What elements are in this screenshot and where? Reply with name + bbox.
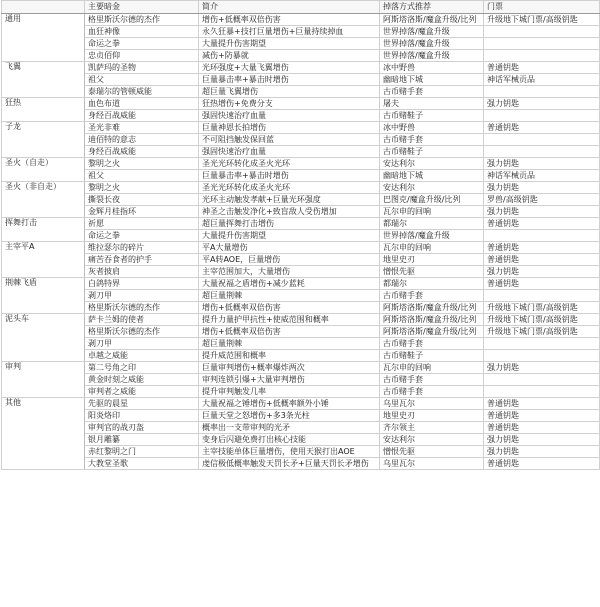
ticket-cell: 神话军械贡品 xyxy=(484,170,600,182)
ticket-cell: 普通钥匙 xyxy=(484,218,600,230)
drop-source-cell: 阿斯塔洛斯/魔盒升级/比列 xyxy=(380,302,484,314)
description-cell: 强固快速治疗血量 xyxy=(199,110,380,122)
drop-source-cell: 古币赌手套 xyxy=(380,86,484,98)
table-row xyxy=(2,158,600,170)
table-row xyxy=(2,134,600,146)
description-cell: 大量提升伤害期望 xyxy=(199,230,380,242)
ticket-cell xyxy=(484,86,600,98)
table-row xyxy=(2,458,600,470)
table-row xyxy=(2,446,600,458)
ticket-cell: 强力钥匙 xyxy=(484,446,600,458)
ticket-cell: 罗兽/高级钥匙 xyxy=(484,194,600,206)
unique-item-cell: 祖父 xyxy=(85,170,199,182)
unique-item-cell: 撕裂长夜 xyxy=(85,194,199,206)
ticket-cell: 神话军械贡品 xyxy=(484,74,600,86)
table-row xyxy=(2,26,600,38)
drop-source-cell: 齐尔领主 xyxy=(380,422,484,434)
table-row xyxy=(2,314,600,326)
equipment-table xyxy=(1,0,600,470)
description-cell: 强固快速治疗血量 xyxy=(199,146,380,158)
build-name-cell: 荆棘飞盾 xyxy=(2,278,85,314)
drop-source-cell: 安达利尔 xyxy=(380,158,484,170)
ticket-cell xyxy=(484,290,600,302)
table-row xyxy=(2,422,600,434)
table-row xyxy=(2,326,600,338)
build-name-cell: 飞翼 xyxy=(2,62,85,98)
drop-source-cell: 瓦尔申的回响 xyxy=(380,362,484,374)
ticket-cell: 强力钥匙 xyxy=(484,98,600,110)
drop-source-cell: 巴图克/魔盒升级/比列 xyxy=(380,194,484,206)
description-cell: 超巨量荆棘 xyxy=(199,290,380,302)
ticket-cell: 强力钥匙 xyxy=(484,158,600,170)
unique-item-cell: 审判官的战刃盔 xyxy=(85,422,199,434)
description-cell: 巨量暴击率+暴击时增伤 xyxy=(199,170,380,182)
drop-source-cell: 瓦尔申的回响 xyxy=(380,206,484,218)
unique-item-cell: 金辉月桂指环 xyxy=(85,206,199,218)
ticket-cell xyxy=(484,338,600,350)
unique-item-cell: 迪佰特的意志 xyxy=(85,134,199,146)
description-cell: 大量祝福之锤增伤+低概率额外小锤 xyxy=(199,398,380,410)
drop-source-cell: 安达利尔 xyxy=(380,182,484,194)
header-cell-build xyxy=(2,1,85,14)
description-cell: 提升审判触发几率 xyxy=(199,386,380,398)
table-row xyxy=(2,50,600,62)
unique-item-cell: 卓越之威能 xyxy=(85,350,199,362)
ticket-cell: 强力钥匙 xyxy=(484,182,600,194)
table-row xyxy=(2,206,600,218)
description-cell: 概率出一支带审判的光矛 xyxy=(199,422,380,434)
ticket-cell xyxy=(484,38,600,50)
drop-source-cell: 乌里瓦尔 xyxy=(380,398,484,410)
build-name-cell: 狂热 xyxy=(2,98,85,122)
unique-item-cell: 黎明之火 xyxy=(85,158,199,170)
unique-item-cell: 维拉瑟尔的碎片 xyxy=(85,242,199,254)
table-row xyxy=(2,338,600,350)
ticket-cell: 升级地下城门票/高级钥匙 xyxy=(484,314,600,326)
unique-item-cell: 血狂神像 xyxy=(85,26,199,38)
description-cell: 巨量天堂之怒增伤+多3条光柱 xyxy=(199,410,380,422)
table-row xyxy=(2,110,600,122)
drop-source-cell: 幽暗地下城 xyxy=(380,170,484,182)
unique-item-cell: 格里斯沃尔德的杰作 xyxy=(85,302,199,314)
ticket-cell xyxy=(484,386,600,398)
drop-source-cell: 都瑞尔 xyxy=(380,218,484,230)
table-row xyxy=(2,374,600,386)
unique-item-cell: 剥刀甲 xyxy=(85,338,199,350)
unique-item-cell: 祖父 xyxy=(85,74,199,86)
unique-item-cell: 阳炎烙印 xyxy=(85,410,199,422)
build-name-cell: 其他 xyxy=(2,398,85,470)
unique-item-cell: 白鸽特界 xyxy=(85,278,199,290)
table-row xyxy=(2,278,600,290)
table-row xyxy=(2,362,600,374)
table-row xyxy=(2,98,600,110)
table-row xyxy=(2,14,600,26)
description-cell: 超巨量挥舞打击增伤 xyxy=(199,218,380,230)
ticket-cell: 普通钥匙 xyxy=(484,422,600,434)
description-cell: 提升力量护甲抗性+使威范围和概率 xyxy=(199,314,380,326)
description-cell: 大量祝福之盾增伤+减少蓝耗 xyxy=(199,278,380,290)
unique-item-cell: 身经百战威能 xyxy=(85,146,199,158)
description-cell: 提升威范围和概率 xyxy=(199,350,380,362)
ticket-cell: 普通钥匙 xyxy=(484,458,600,470)
ticket-cell: 普通钥匙 xyxy=(484,410,600,422)
unique-item-cell: 审判者之威能 xyxy=(85,386,199,398)
table-row xyxy=(2,242,600,254)
table-row xyxy=(2,122,600,134)
build-name-cell: 圣火（自走） xyxy=(2,158,85,182)
ticket-cell xyxy=(484,230,600,242)
drop-source-cell: 古币赌鞋子 xyxy=(380,146,484,158)
drop-source-cell: 世界掉落/魔盒升级 xyxy=(380,38,484,50)
unique-item-cell: 大教堂圣歌 xyxy=(85,458,199,470)
table-row xyxy=(2,38,600,50)
description-cell: 增伤+低概率双倍伤害 xyxy=(199,14,380,26)
drop-source-cell: 世界掉落/魔盒升级 xyxy=(380,230,484,242)
description-cell: 超巨量飞翼增伤 xyxy=(199,86,380,98)
ticket-cell: 强力钥匙 xyxy=(484,206,600,218)
drop-source-cell: 憎恨先驱 xyxy=(380,446,484,458)
unique-item-cell: 赤红黎明之门 xyxy=(85,446,199,458)
table-row xyxy=(2,218,600,230)
table-row xyxy=(2,170,600,182)
description-cell: 神圣之击触发净化+致盲敌人受伤增加 xyxy=(199,206,380,218)
drop-source-cell: 世界掉落/魔盒升级 xyxy=(380,50,484,62)
description-cell: 大量提升伤害期望 xyxy=(199,38,380,50)
ticket-cell: 升级地下城门票/高级钥匙 xyxy=(484,302,600,314)
description-cell: 巨量暴击率+暴击时增伤 xyxy=(199,74,380,86)
drop-source-cell: 古币赌手套 xyxy=(380,290,484,302)
unique-item-cell: 身经百战威能 xyxy=(85,110,199,122)
ticket-cell xyxy=(484,134,600,146)
description-cell: 狂热增伤+免费分支 xyxy=(199,98,380,110)
description-cell: 平A大量增伤 xyxy=(199,242,380,254)
description-cell: 光环主动触发孝献+巨量光环强度 xyxy=(199,194,380,206)
ticket-cell xyxy=(484,146,600,158)
description-cell: 主宰范围加大，大量增伤 xyxy=(199,266,380,278)
header-cell-description: 简介 xyxy=(199,1,380,14)
drop-source-cell: 地里史刃 xyxy=(380,410,484,422)
table-row xyxy=(2,86,600,98)
table-row xyxy=(2,302,600,314)
table-row xyxy=(2,434,600,446)
table-row xyxy=(2,398,600,410)
unique-item-cell: 忠贞佰仰 xyxy=(85,50,199,62)
header-row xyxy=(2,1,600,14)
unique-item-cell: 黎明之火 xyxy=(85,182,199,194)
ticket-cell: 普通钥匙 xyxy=(484,242,600,254)
build-name-cell: 挥舞打击 xyxy=(2,218,85,242)
drop-source-cell: 冰中野兽 xyxy=(380,122,484,134)
unique-item-cell: 灰者披肩 xyxy=(85,266,199,278)
unique-item-cell: 命运之拳 xyxy=(85,230,199,242)
ticket-cell: 普通钥匙 xyxy=(484,62,600,74)
ticket-cell xyxy=(484,50,600,62)
build-name-cell: 泥头车 xyxy=(2,314,85,362)
drop-source-cell: 古币赌手套 xyxy=(380,338,484,350)
description-cell: 永久狂暴+技打巨量增伤+巨量持续掉血 xyxy=(199,26,380,38)
ticket-cell xyxy=(484,350,600,362)
drop-source-cell: 阿斯塔洛斯/魔盒升级/比列 xyxy=(380,326,484,338)
unique-item-cell: 剥刀甲 xyxy=(85,290,199,302)
table-row xyxy=(2,62,600,74)
table-row xyxy=(2,230,600,242)
drop-source-cell: 阿斯塔洛斯/魔盒升级/比列 xyxy=(380,14,484,26)
build-name-cell: 通用 xyxy=(2,14,85,62)
table-row xyxy=(2,350,600,362)
drop-source-cell: 古币赌手套 xyxy=(380,374,484,386)
drop-source-cell: 古币赌手套 xyxy=(380,386,484,398)
unique-item-cell: 第二号角之印 xyxy=(85,362,199,374)
table-row xyxy=(2,290,600,302)
header-cell-drop-source: 掉落方式推荐 xyxy=(380,1,484,14)
description-cell: 巨量审判增伤+概率爆炸两次 xyxy=(199,362,380,374)
description-cell: 不可阻挡触发保回蓝 xyxy=(199,134,380,146)
drop-source-cell: 安达利尔 xyxy=(380,434,484,446)
table-row xyxy=(2,386,600,398)
ticket-cell: 强力钥匙 xyxy=(484,362,600,374)
description-cell: 光环强度+大量飞翼增伤 xyxy=(199,62,380,74)
ticket-cell: 普通钥匙 xyxy=(484,122,600,134)
unique-item-cell: 圣光非难 xyxy=(85,122,199,134)
drop-source-cell: 古币赌鞋子 xyxy=(380,350,484,362)
table-row xyxy=(2,182,600,194)
unique-item-cell: 凯萨玛的圣物 xyxy=(85,62,199,74)
unique-item-cell: 痛苦吞食者的护手 xyxy=(85,254,199,266)
ticket-cell xyxy=(484,110,600,122)
unique-item-cell: 先驱的晨星 xyxy=(85,398,199,410)
drop-source-cell: 古币赌鞋子 xyxy=(380,110,484,122)
description-cell: 超巨量荆棘 xyxy=(199,338,380,350)
build-name-cell: 圣火（非自走） xyxy=(2,182,85,218)
drop-source-cell: 幽暗地下城 xyxy=(380,74,484,86)
build-name-cell: 审判 xyxy=(2,362,85,398)
table-row xyxy=(2,194,600,206)
description-cell: 增伤+低概率双倍伤害 xyxy=(199,302,380,314)
ticket-cell: 强力钥匙 xyxy=(484,266,600,278)
drop-source-cell: 都瑞尔 xyxy=(380,278,484,290)
table-row xyxy=(2,254,600,266)
description-cell: 圣光光环转化成圣火光环 xyxy=(199,158,380,170)
unique-item-cell: 祈愿 xyxy=(85,218,199,230)
description-cell: 巨量神恩长拍增伤 xyxy=(199,122,380,134)
ticket-cell xyxy=(484,26,600,38)
ticket-cell: 强力钥匙 xyxy=(484,434,600,446)
ticket-cell: 升级地下城门票/高级钥匙 xyxy=(484,326,600,338)
ticket-cell: 升级地下城门票/高级钥匙 xyxy=(484,14,600,26)
description-cell: 审判连锁引爆+大量审判增伤 xyxy=(199,374,380,386)
header-cell-ticket: 门票 xyxy=(484,1,600,14)
unique-item-cell: 萨卡兰姆的使者 xyxy=(85,314,199,326)
unique-item-cell: 泰瑞尔的管顿威能 xyxy=(85,86,199,98)
table-row xyxy=(2,146,600,158)
header-cell-main-unique: 主要暗金 xyxy=(85,1,199,14)
ticket-cell xyxy=(484,374,600,386)
build-name-cell: 子龙 xyxy=(2,122,85,158)
ticket-cell: 普通钥匙 xyxy=(484,398,600,410)
description-cell: 主宰技能单体巨量增伤，使用天猴打出AOE xyxy=(199,446,380,458)
ticket-cell: 普通钥匙 xyxy=(484,254,600,266)
description-cell: 减伤+防暴就 xyxy=(199,50,380,62)
description-cell: 增伤+低概率双倍伤害 xyxy=(199,326,380,338)
unique-item-cell: 黄金时刻之威能 xyxy=(85,374,199,386)
build-name-cell: 主宰平A xyxy=(2,242,85,278)
unique-item-cell: 银月雕纂 xyxy=(85,434,199,446)
table-row xyxy=(2,266,600,278)
drop-source-cell: 古币赌手套 xyxy=(380,134,484,146)
ticket-cell: 普通钥匙 xyxy=(484,278,600,290)
unique-item-cell: 格里斯沃尔德的杰作 xyxy=(85,326,199,338)
drop-source-cell: 乌里瓦尔 xyxy=(380,458,484,470)
drop-source-cell: 冰中野兽 xyxy=(380,62,484,74)
drop-source-cell: 世界掉落/魔盒升级 xyxy=(380,26,484,38)
unique-item-cell: 血色布道 xyxy=(85,98,199,110)
drop-source-cell: 屠夫 xyxy=(380,98,484,110)
description-cell: 虔信极低概率触发天罚长矛+巨量天罚长矛增伤 xyxy=(199,458,380,470)
drop-source-cell: 瓦尔申的回响 xyxy=(380,242,484,254)
drop-source-cell: 阿斯塔洛斯/魔盒升级/比列 xyxy=(380,314,484,326)
drop-source-cell: 地里史刃 xyxy=(380,254,484,266)
table-body xyxy=(2,14,600,470)
table-row xyxy=(2,410,600,422)
description-cell: 变身后闪避免费打出核心技能 xyxy=(199,434,380,446)
table-row xyxy=(2,74,600,86)
unique-item-cell: 格里斯沃尔德的杰作 xyxy=(85,14,199,26)
unique-item-cell: 命运之拳 xyxy=(85,38,199,50)
description-cell: 圣光光环转化成圣火光环 xyxy=(199,182,380,194)
drop-source-cell: 憎恨先驱 xyxy=(380,266,484,278)
description-cell: 平A转AOE，巨量增伤 xyxy=(199,254,380,266)
